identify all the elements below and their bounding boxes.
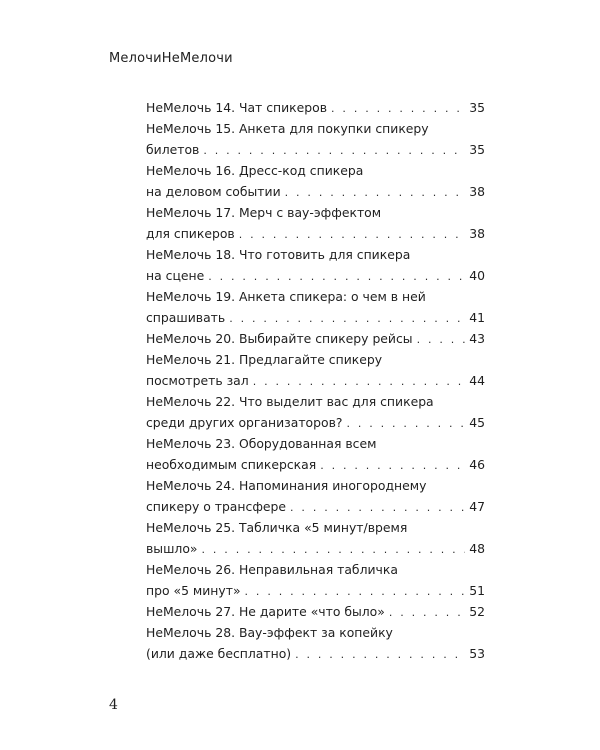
dot-leader bbox=[208, 266, 465, 287]
toc-entry-title-line: про «5 минут» bbox=[146, 583, 241, 598]
toc-entry-page: 35 bbox=[469, 100, 485, 115]
dot-leader bbox=[346, 413, 465, 434]
toc-entry[interactable] bbox=[146, 517, 485, 559]
toc-entry-page: 52 bbox=[469, 604, 485, 619]
page-number: 4 bbox=[109, 697, 118, 713]
toc-entry-title-line: НеМелочь 23. Оборудованная всем bbox=[146, 436, 377, 451]
toc-entry-title-line: билетов bbox=[146, 142, 200, 157]
toc-entry[interactable] bbox=[146, 433, 485, 475]
dot-leader bbox=[203, 140, 465, 161]
toc-entry-title-line: НеМелочь 26. Неправильная табличка bbox=[146, 562, 398, 577]
toc-entry[interactable] bbox=[146, 118, 485, 160]
toc-entry-page: 38 bbox=[469, 226, 485, 241]
dot-leader bbox=[320, 455, 465, 476]
toc-entry-page: 46 bbox=[469, 457, 485, 472]
toc-entry-title-line: для спикеров bbox=[146, 226, 235, 241]
toc-entry[interactable] bbox=[146, 202, 485, 244]
toc-entry-title-line: НеМелочь 14. Чат спикеров bbox=[146, 100, 328, 115]
toc-entry[interactable] bbox=[146, 391, 485, 433]
toc-entry[interactable] bbox=[146, 97, 485, 118]
toc-entry-title-line: НеМелочь 18. Что готовить для спикера bbox=[146, 247, 411, 262]
toc-entry-title-line: НеМелочь 20. Выбирайте спикеру рейсы bbox=[146, 331, 413, 346]
dot-leader bbox=[245, 581, 465, 602]
toc-entry-page: 48 bbox=[469, 541, 485, 556]
toc-entry-page: 43 bbox=[469, 331, 485, 346]
toc-entry-title-line: необходимым спикерская bbox=[146, 457, 317, 472]
toc-entry-title-line: НеМелочь 22. Что выделит вас для спикера bbox=[146, 394, 434, 409]
toc-entry-title-line: НеМелочь 16. Дресс-код спикера bbox=[146, 163, 364, 178]
dot-leader bbox=[285, 182, 465, 203]
dot-leader bbox=[295, 644, 465, 665]
toc-entry-page: 47 bbox=[469, 499, 485, 514]
dot-leader bbox=[229, 308, 465, 329]
toc-entry-title-line: спикеру о трансфере bbox=[146, 499, 287, 514]
toc-entry[interactable] bbox=[146, 622, 485, 664]
toc-entry-page: 35 bbox=[469, 142, 485, 157]
table-of-contents bbox=[146, 97, 485, 664]
toc-entry-page: 51 bbox=[469, 583, 485, 598]
dot-leader bbox=[331, 98, 465, 119]
dot-leader bbox=[202, 539, 465, 560]
toc-entry-title-line: НеМелочь 19. Анкета спикера: о чем в ней bbox=[146, 289, 426, 304]
dot-leader bbox=[253, 371, 465, 392]
toc-entry[interactable] bbox=[146, 559, 485, 601]
dot-leader bbox=[417, 329, 465, 350]
toc-entry-title-line: НеМелочь 15. Анкета для покупки спикеру bbox=[146, 121, 429, 136]
toc-entry-title-line: НеМелочь 24. Напоминания иногороднему bbox=[146, 478, 427, 493]
toc-entry-title-line: НеМелочь 27. Не дарите «что было» bbox=[146, 604, 385, 619]
toc-entry-title-line: на деловом событии bbox=[146, 184, 281, 199]
toc-entry-title-line: НеМелочь 17. Мерч с вау-эффектом bbox=[146, 205, 382, 220]
toc-entry[interactable] bbox=[146, 601, 485, 622]
toc-entry-title-line: среди других организаторов? bbox=[146, 415, 343, 430]
toc-entry[interactable] bbox=[146, 160, 485, 202]
running-head: МелочиНеМелочи bbox=[109, 51, 233, 66]
toc-entry-title-line: (или даже бесплатно) bbox=[146, 646, 292, 661]
toc-entry-page: 44 bbox=[469, 373, 485, 388]
toc-entry-title-line: вышло» bbox=[146, 541, 198, 556]
toc-entry-page: 41 bbox=[469, 310, 485, 325]
toc-entry-title-line: НеМелочь 28. Вау-эффект за копейку bbox=[146, 625, 393, 640]
toc-entry-page: 45 bbox=[469, 415, 485, 430]
toc-entry-title-line: спрашивать bbox=[146, 310, 226, 325]
toc-entry[interactable] bbox=[146, 244, 485, 286]
toc-entry[interactable] bbox=[146, 349, 485, 391]
dot-leader bbox=[389, 602, 465, 623]
toc-entry-title-line: на сцене bbox=[146, 268, 205, 283]
dot-leader bbox=[239, 224, 465, 245]
toc-entry-page: 38 bbox=[469, 184, 485, 199]
dot-leader bbox=[290, 497, 465, 518]
toc-entry[interactable] bbox=[146, 475, 485, 517]
toc-entry-title-line: НеМелочь 25. Табличка «5 минут/время bbox=[146, 520, 408, 535]
toc-entry-page: 40 bbox=[469, 268, 485, 283]
toc-entry-title-line: НеМелочь 21. Предлагайте спикеру bbox=[146, 352, 383, 367]
toc-entry[interactable] bbox=[146, 286, 485, 328]
toc-entry-page: 53 bbox=[469, 646, 485, 661]
toc-entry[interactable] bbox=[146, 328, 485, 349]
toc-entry-title-line: посмотреть зал bbox=[146, 373, 249, 388]
